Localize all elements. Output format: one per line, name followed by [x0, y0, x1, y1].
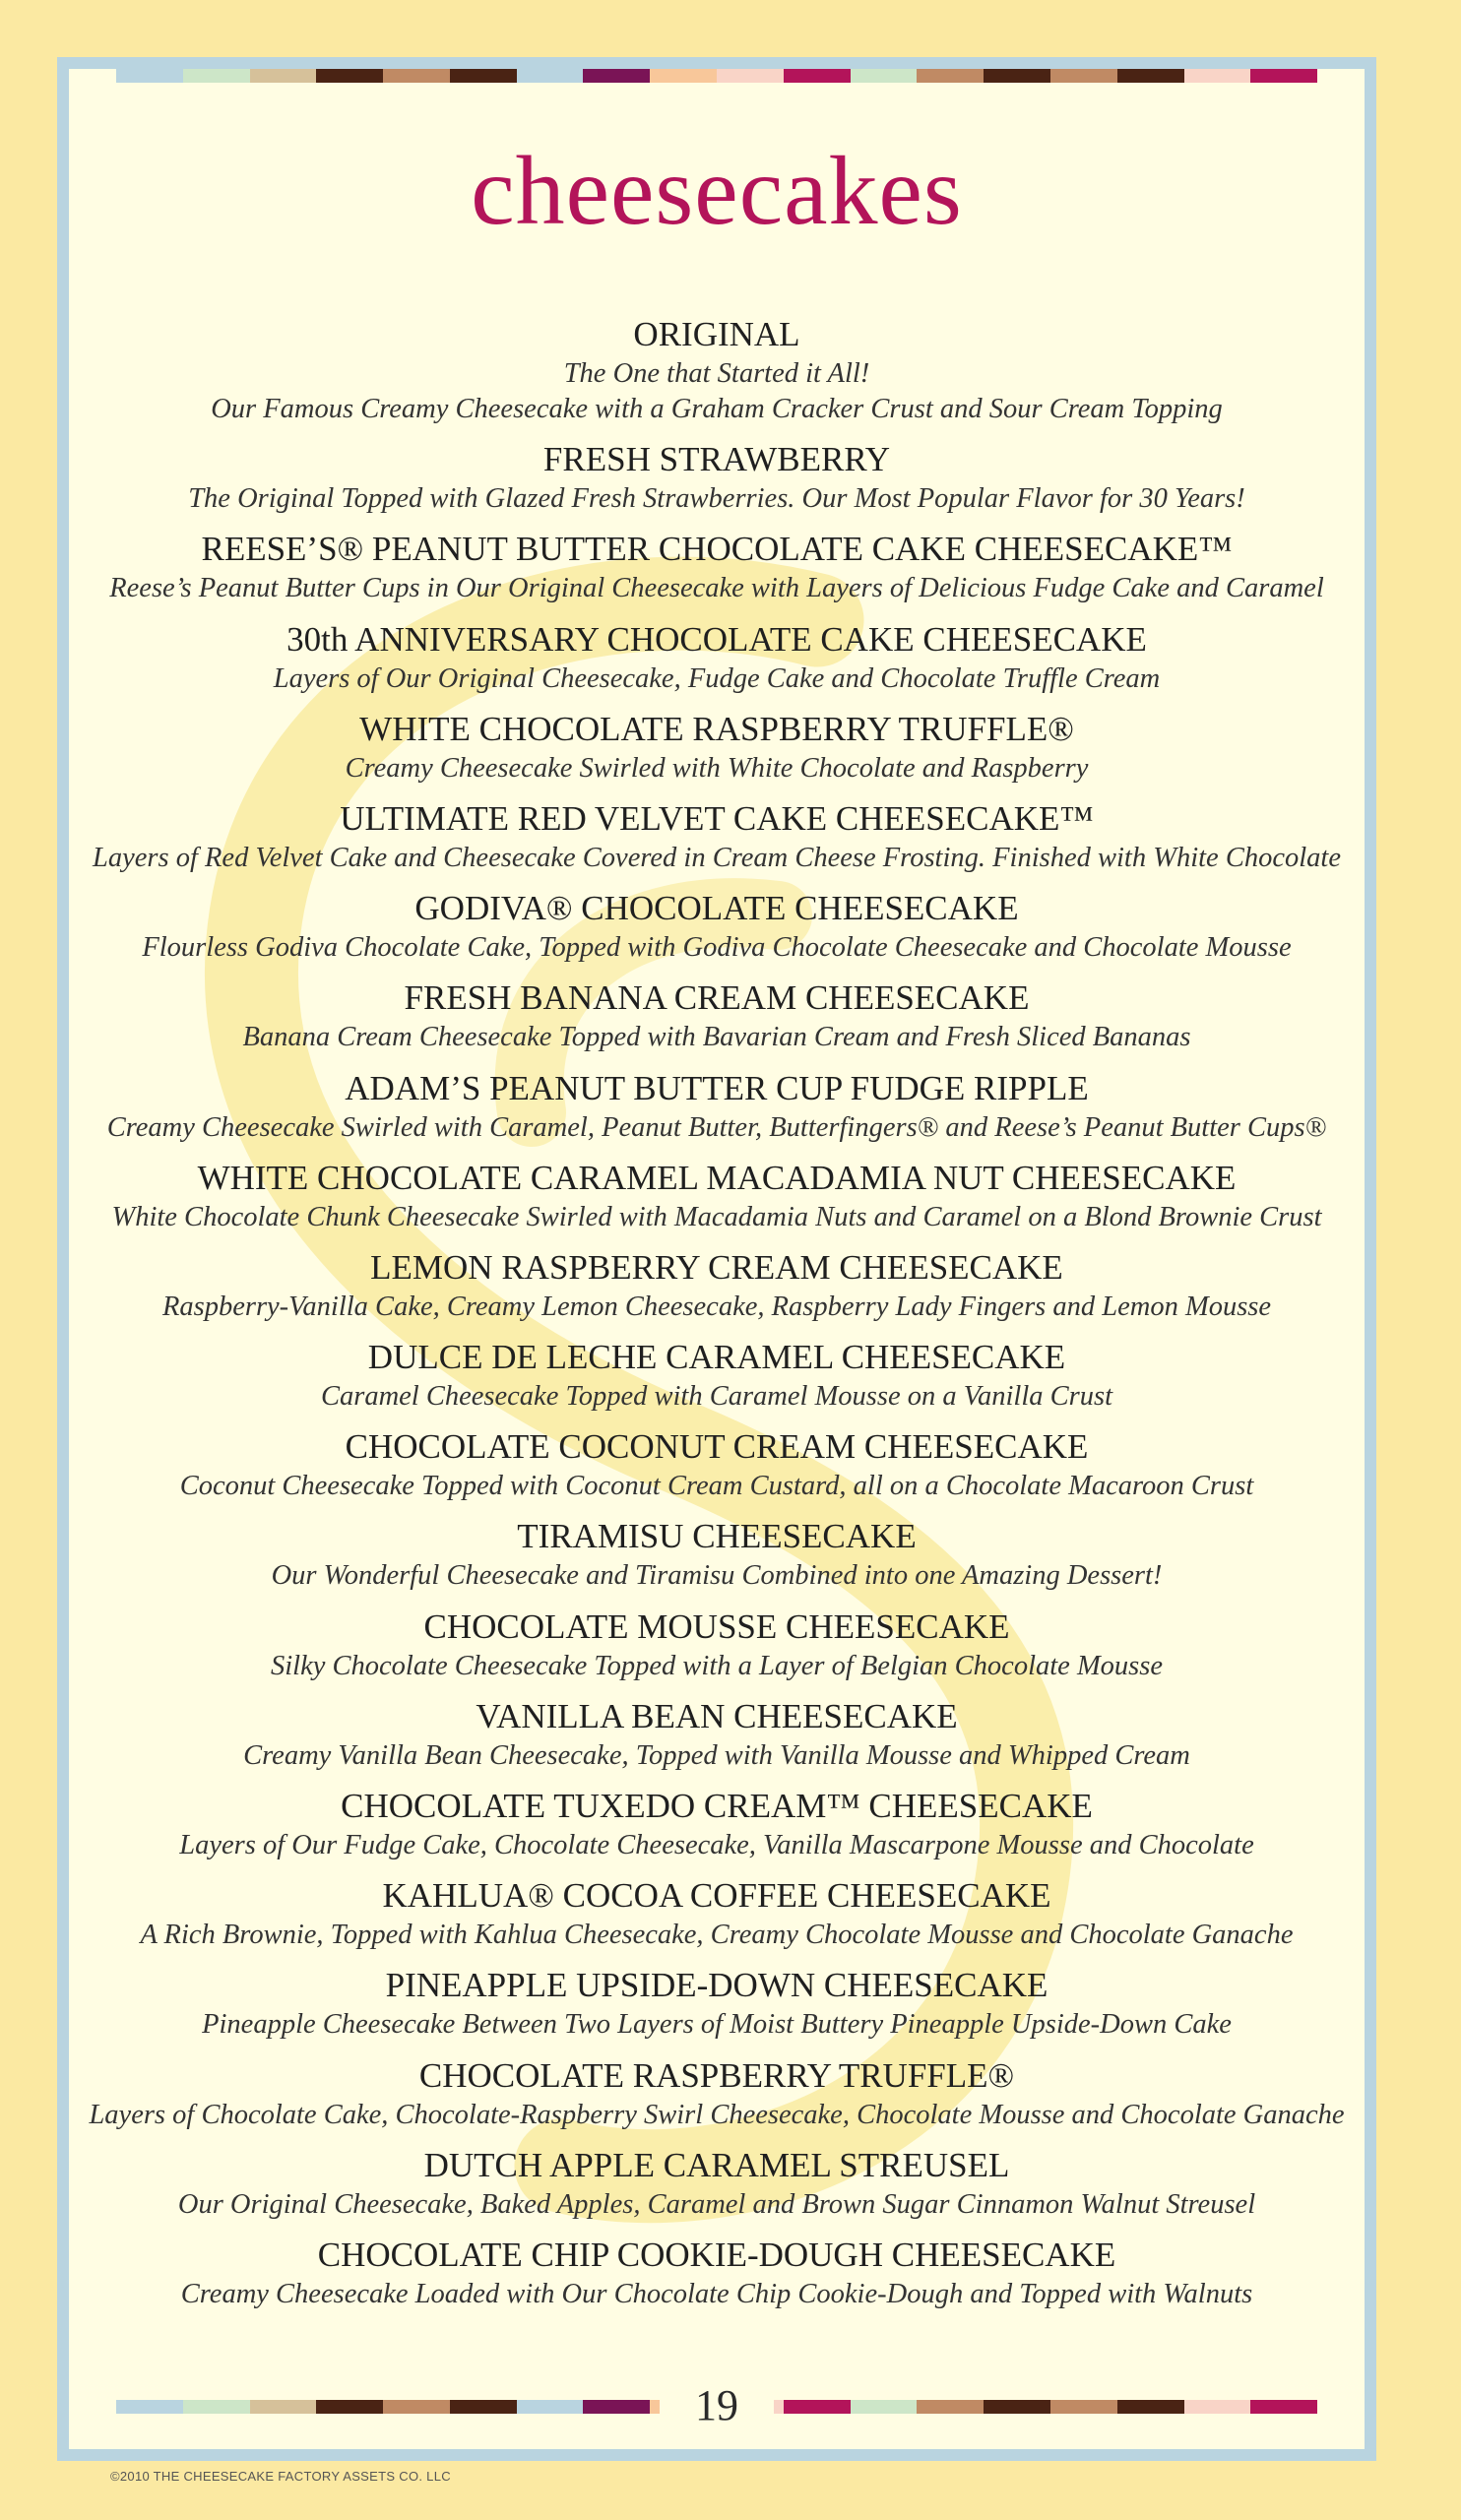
- menu-item: [69, 526, 1365, 615]
- menu-item: [69, 795, 1365, 885]
- menu-item-description: Our Famous Creamy Cheesecake with a Graham Cracker Crust and Sour Cream Topping: [211, 394, 1223, 424]
- stripe-segment: [1250, 69, 1317, 83]
- stripe-segment: [717, 69, 784, 83]
- menu-item-description: Creamy Cheesecake Swirled with White Chocolate and Raspberry: [345, 752, 1089, 784]
- menu-item-description: Caramel Cheesecake Topped with Caramel Mousse on a Vanilla Crust: [320, 1381, 1113, 1413]
- menu-item-description: Reese’s Peanut Butter Cups in Our Original Cheesecake with Layers of Delicious Fudge Cake and Caramel: [109, 573, 1324, 604]
- copyright-notice: ©2010 THE CHEESECAKE FACTORY ASSETS CO. LLC: [110, 2469, 451, 2484]
- menu-item-name: LEMON RASPBERRY CREAM CHEESECAKE: [370, 1247, 1063, 1287]
- menu-item-description: The One that Started it All!: [563, 358, 870, 389]
- menu-item: [69, 2232, 1365, 2321]
- menu-item-description: White Chocolate Chunk Cheesecake Swirled with Macadamia Nuts and Caramel on a Blond Brownie Crust: [111, 1201, 1322, 1232]
- stripe-segment: [917, 2400, 984, 2414]
- menu-item: [69, 1693, 1365, 1783]
- stripe-segment: [917, 69, 984, 83]
- stripe-segment: [1117, 69, 1184, 83]
- menu-item-name: REESE’S® PEANUT BUTTER CHOCOLATE CAKE CHEESECAKE™: [201, 530, 1233, 569]
- stripe-segment: [984, 2400, 1050, 2414]
- stripe-segment: [1184, 69, 1251, 83]
- menu-item-description: Layers of Our Fudge Cake, Chocolate Cheesecake, Vanilla Mascarpone Mousse and Chocolate: [179, 1830, 1254, 1860]
- menu-item-name: FRESH BANANA CREAM CHEESECAKE: [404, 978, 1030, 1018]
- menu-item-name: CHOCOLATE MOUSSE CHEESECAKE: [423, 1606, 1010, 1646]
- menu-item: [69, 436, 1365, 526]
- menu-item: [69, 1962, 1365, 2051]
- menu-item-name: TIRAMISU CHEESECAKE: [517, 1517, 917, 1556]
- menu-item-name: CHOCOLATE RASPBERRY TRUFFLE®: [418, 2055, 1015, 2095]
- menu-item-name: ORIGINAL: [633, 315, 800, 353]
- stripe-segment: [450, 69, 517, 83]
- menu-item-description: Our Wonderful Cheesecake and Tiramisu Combined into one Amazing Dessert!: [271, 1560, 1163, 1592]
- menu-item-description: The Original Topped with Glazed Fresh Strawberries. Our Most Popular Flavor for 30 Years!: [188, 483, 1245, 515]
- menu-item-name: PINEAPPLE UPSIDE-DOWN CHEESECAKE: [385, 1966, 1048, 2005]
- stripe-segment: [517, 69, 584, 83]
- menu-item-name: DULCE DE LECHE CARAMEL CHEESECAKE: [367, 1338, 1066, 1377]
- stripe-segment: [250, 69, 317, 83]
- stripe-segment: [1050, 69, 1117, 83]
- menu-item: [69, 706, 1365, 795]
- menu-item-name: FRESH STRAWBERRY: [542, 440, 891, 479]
- page-title: cheesecakes: [471, 136, 963, 245]
- menu-item-name: VANILLA BEAN CHEESECAKE: [476, 1696, 958, 1735]
- menu-item-name: WHITE CHOCOLATE CARAMEL MACADAMIA NUT CHEESECAKE: [197, 1158, 1237, 1197]
- stripe-segment: [383, 69, 450, 83]
- menu-item-name: ULTIMATE RED VELVET CAKE CHEESECAKE™: [340, 798, 1094, 838]
- menu-item-description: Silky Chocolate Cheesecake Topped with a Layer of Belgian Chocolate Mousse: [270, 1650, 1164, 1681]
- menu-item: [69, 1244, 1365, 1334]
- stripe-segment: [250, 2400, 317, 2414]
- stripe-segment: [383, 2400, 450, 2414]
- menu-item: [69, 1423, 1365, 1513]
- menu-item-description: Our Original Cheesecake, Baked Apples, Caramel and Brown Sugar Cinnamon Walnut Streusel: [177, 2188, 1256, 2220]
- menu-item-description: Raspberry-Vanilla Cake, Creamy Lemon Cheesecake, Raspberry Lady Fingers and Lemon Mousse: [161, 1291, 1272, 1322]
- menu-item-description: Creamy Cheesecake Swirled with Caramel, Peanut Butter, Butterfingers® and Reese’s Peanut Butter Cups®: [106, 1111, 1327, 1143]
- stripe-segment: [116, 69, 183, 83]
- stripe-segment: [784, 2400, 851, 2414]
- stripe-segment: [183, 2400, 250, 2414]
- menu-item-name: KAHLUA® COCOA COFFEE CHEESECAKE: [382, 1876, 1051, 1916]
- menu-item: [69, 311, 1365, 436]
- color-stripe-top: [116, 69, 1317, 83]
- menu-item: [69, 616, 1365, 706]
- menu-item-description: Coconut Cheesecake Topped with Coconut Cream Custard, all on a Chocolate Macaroon Crust: [179, 1471, 1254, 1502]
- stripe-segment: [183, 69, 250, 83]
- stripe-segment: [1117, 2400, 1184, 2414]
- stripe-segment: [450, 2400, 517, 2414]
- stripe-segment: [851, 69, 918, 83]
- menu-item: [69, 2052, 1365, 2142]
- menu-item-name: DUTCH APPLE CARAMEL STREUSEL: [423, 2145, 1010, 2184]
- stripe-segment: [784, 69, 851, 83]
- stripe-segment: [316, 2400, 383, 2414]
- menu-item: [69, 1334, 1365, 1423]
- menu-item-description: Flourless Godiva Chocolate Cake, Topped with Godiva Chocolate Cheesecake and Chocolate Mousse: [142, 932, 1292, 964]
- menu-item-description: Layers of Red Velvet Cake and Cheesecake Covered in Cream Cheese Frosting. Finished with White Chocolate: [93, 842, 1341, 873]
- menu-item: [69, 1513, 1365, 1603]
- stripe-segment: [984, 69, 1050, 83]
- menu-item: [69, 1065, 1365, 1155]
- menu-item-name: CHOCOLATE CHIP COOKIE-DOUGH CHEESECAKE: [317, 2235, 1116, 2274]
- menu-item-description: Layers of Chocolate Cake, Chocolate-Raspberry Swirl Cheesecake, Chocolate Mousse and Chocolate Ganache: [89, 2099, 1345, 2130]
- stripe-segment: [1050, 2400, 1117, 2414]
- menu-item-name: CHOCOLATE COCONUT CREAM CHEESECAKE: [345, 1427, 1089, 1467]
- menu-item: [69, 2142, 1365, 2232]
- stripe-segment: [116, 2400, 183, 2414]
- menu-item: [69, 975, 1365, 1064]
- menu-item-name: ADAM’S PEANUT BUTTER CUP FUDGE RIPPLE: [345, 1068, 1089, 1107]
- page-number: 19: [660, 2376, 774, 2435]
- menu-list: [69, 311, 1365, 2321]
- menu-panel: [69, 69, 1365, 2449]
- menu-item-description: Creamy Cheesecake Loaded with Our Chocolate Chip Cookie-Dough and Topped with Walnuts: [180, 2278, 1253, 2309]
- menu-item-name: WHITE CHOCOLATE RASPBERRY TRUFFLE®: [359, 709, 1074, 748]
- menu-item: [69, 885, 1365, 975]
- menu-item-description: Banana Cream Cheesecake Topped with Bavarian Cream and Fresh Sliced Bananas: [242, 1022, 1191, 1053]
- menu-item-description: Creamy Vanilla Bean Cheesecake, Topped with Vanilla Mousse and Whipped Cream: [243, 1739, 1190, 1771]
- menu-item: [69, 1783, 1365, 1872]
- stripe-segment: [650, 69, 717, 83]
- menu-item-name: 30th ANNIVERSARY CHOCOLATE CAKE CHEESECAKE: [286, 619, 1147, 659]
- stripe-segment: [1184, 2400, 1251, 2414]
- menu-item: [69, 1155, 1365, 1244]
- menu-item-description: Pineapple Cheesecake Between Two Layers of Moist Buttery Pineapple Upside-Down Cake: [202, 2009, 1232, 2041]
- stripe-segment: [517, 2400, 584, 2414]
- stripe-segment: [316, 69, 383, 83]
- menu-item-description: Layers of Our Original Cheesecake, Fudge Cake and Chocolate Truffle Cream: [273, 662, 1161, 694]
- stripe-segment: [583, 69, 650, 83]
- menu-item-name: CHOCOLATE TUXEDO CREAM™ CHEESECAKE: [341, 1787, 1093, 1825]
- stripe-segment: [851, 2400, 918, 2414]
- menu-item: [69, 1604, 1365, 1693]
- menu-item-name: GODIVA® CHOCOLATE CHEESECAKE: [414, 889, 1019, 928]
- menu-item: [69, 1872, 1365, 1962]
- menu-item-description: A Rich Brownie, Topped with Kahlua Cheesecake, Creamy Chocolate Mousse and Chocolate Ganache: [140, 1920, 1294, 1951]
- stripe-segment: [583, 2400, 650, 2414]
- stripe-segment: [1250, 2400, 1317, 2414]
